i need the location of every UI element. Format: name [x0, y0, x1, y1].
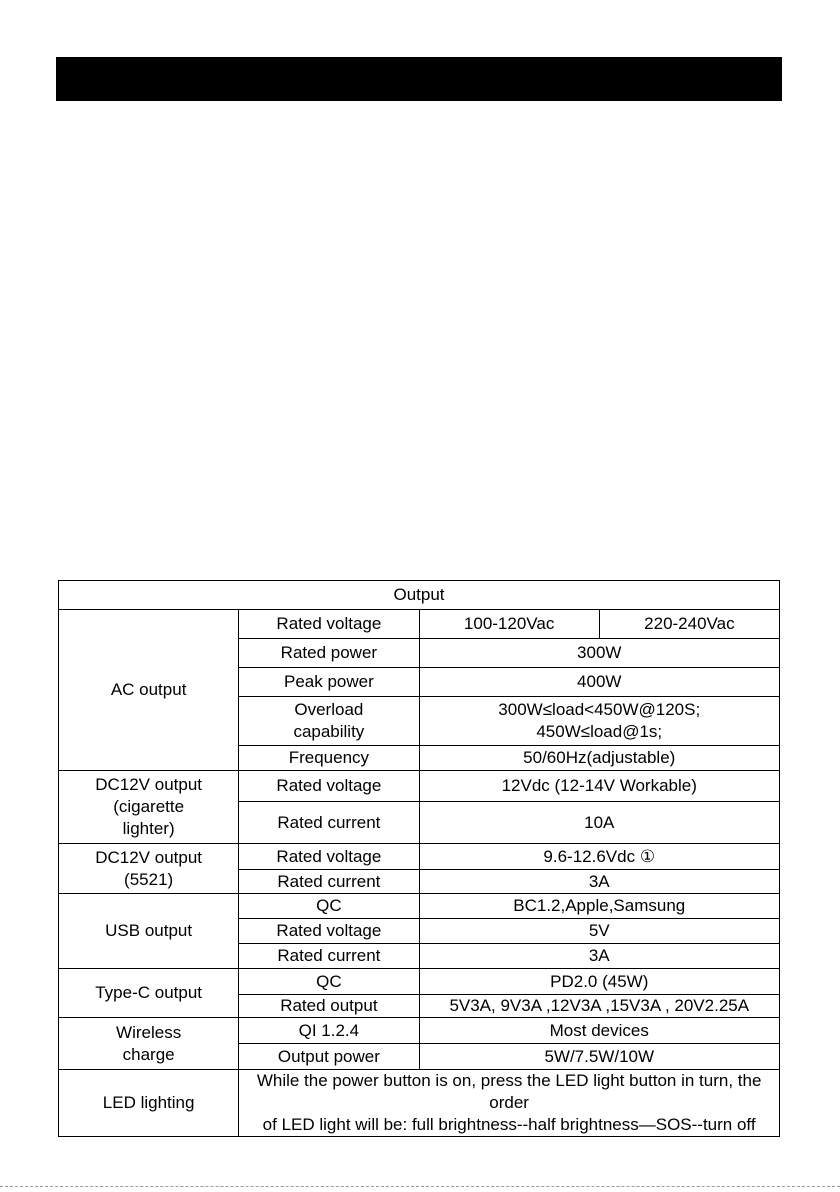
usb-voltage-label: Rated voltage	[239, 919, 419, 944]
ac-rated-power-label: Rated power	[239, 639, 419, 668]
dc-cigarette-voltage-label: Rated voltage	[239, 771, 419, 802]
dc-cigarette-category-line1: DC12V output	[95, 775, 203, 794]
table-title-row	[59, 581, 780, 610]
typec-output-value: 5V3A, 9V3A ,12V3A ,15V3A , 20V2.25A	[419, 995, 780, 1018]
wireless-charge-category-line1: Wireless	[116, 1022, 182, 1042]
ac-rated-voltage-value-a: 100-120Vac	[419, 610, 599, 639]
typec-output-label: Rated output	[239, 995, 419, 1018]
ac-overload-label-line2: capability	[293, 722, 365, 741]
wireless-charge-category	[59, 1018, 239, 1070]
ac-overload-label-line1: Overload	[294, 700, 364, 719]
dc-cigarette-current-value: 10A	[419, 802, 780, 844]
ac-overload-value-line2: 450W≤load@1s;	[536, 722, 663, 741]
table-title: Output	[59, 581, 780, 610]
dc-cigarette-category	[59, 771, 239, 844]
dc-cigarette-current-label: Rated current	[239, 802, 419, 844]
ac-rated-power-value: 300W	[419, 639, 780, 668]
led-lighting-category: LED lighting	[59, 1070, 239, 1137]
usb-voltage-value: 5V	[419, 919, 780, 944]
usb-output-category: USB output	[59, 894, 239, 969]
wireless-charge-category-line2: charge	[122, 1044, 175, 1064]
dc-5521-category	[59, 844, 239, 894]
usb-current-label: Rated current	[239, 944, 419, 969]
ac-rated-voltage-value-b: 220-240Vac	[599, 610, 779, 639]
page-bottom-rule	[0, 1186, 840, 1187]
ac-frequency-value: 50/60Hz(adjustable)	[419, 746, 780, 771]
usb-qc-label: QC	[239, 894, 419, 919]
usb-current-value: 3A	[419, 944, 780, 969]
ac-frequency-label: Frequency	[239, 746, 419, 771]
ac-peak-power-value: 400W	[419, 668, 780, 697]
wireless-power-label: Output power	[239, 1044, 419, 1070]
typec-qc-value: PD2.0 (45W)	[419, 969, 780, 995]
ac-overload-label	[239, 697, 419, 746]
table-row	[59, 894, 780, 919]
dc-5521-category-line1: DC12V output	[95, 847, 203, 867]
dc-5521-current-value: 3A	[419, 870, 780, 894]
dc-5521-category-line2: (5521)	[124, 869, 174, 889]
dc-cigarette-category-line2: (cigarette	[113, 797, 185, 816]
dc-5521-voltage-label: Rated voltage	[239, 844, 419, 870]
led-lighting-value-line1: While the power button is on, press the LED light button in turn, the order	[256, 1071, 762, 1112]
typec-output-category: Type-C output	[59, 969, 239, 1018]
led-lighting-value	[239, 1070, 780, 1137]
table-row	[59, 969, 780, 995]
table-row	[59, 610, 780, 639]
ac-peak-power-label: Peak power	[239, 668, 419, 697]
wireless-qi-label: QI 1.2.4	[239, 1018, 419, 1044]
ac-output-category: AC output	[59, 610, 239, 771]
led-lighting-value-line2: of LED light will be: full brightness--half brightness—SOS--turn off	[262, 1115, 756, 1134]
table-row	[59, 1018, 780, 1044]
ac-overload-value-line1: 300W≤load<450W@120S;	[498, 700, 701, 719]
ac-rated-voltage-label: Rated voltage	[239, 610, 419, 639]
table-row	[59, 1070, 780, 1137]
dc-cigarette-voltage-value: 12Vdc (12-14V Workable)	[419, 771, 780, 802]
dc-5521-voltage-value: 9.6-12.6Vdc ①	[419, 844, 780, 870]
wireless-power-value: 5W/7.5W/10W	[419, 1044, 780, 1070]
typec-qc-label: QC	[239, 969, 419, 995]
section-header-bar	[56, 57, 782, 101]
dc-cigarette-category-line3: lighter)	[122, 819, 175, 838]
usb-qc-value: BC1.2,Apple,Samsung	[419, 894, 780, 919]
table-row	[59, 771, 780, 802]
wireless-qi-value: Most devices	[419, 1018, 780, 1044]
dc-5521-current-label: Rated current	[239, 870, 419, 894]
ac-overload-value	[419, 697, 780, 746]
table-row	[59, 844, 780, 870]
output-spec-table	[58, 580, 780, 1137]
